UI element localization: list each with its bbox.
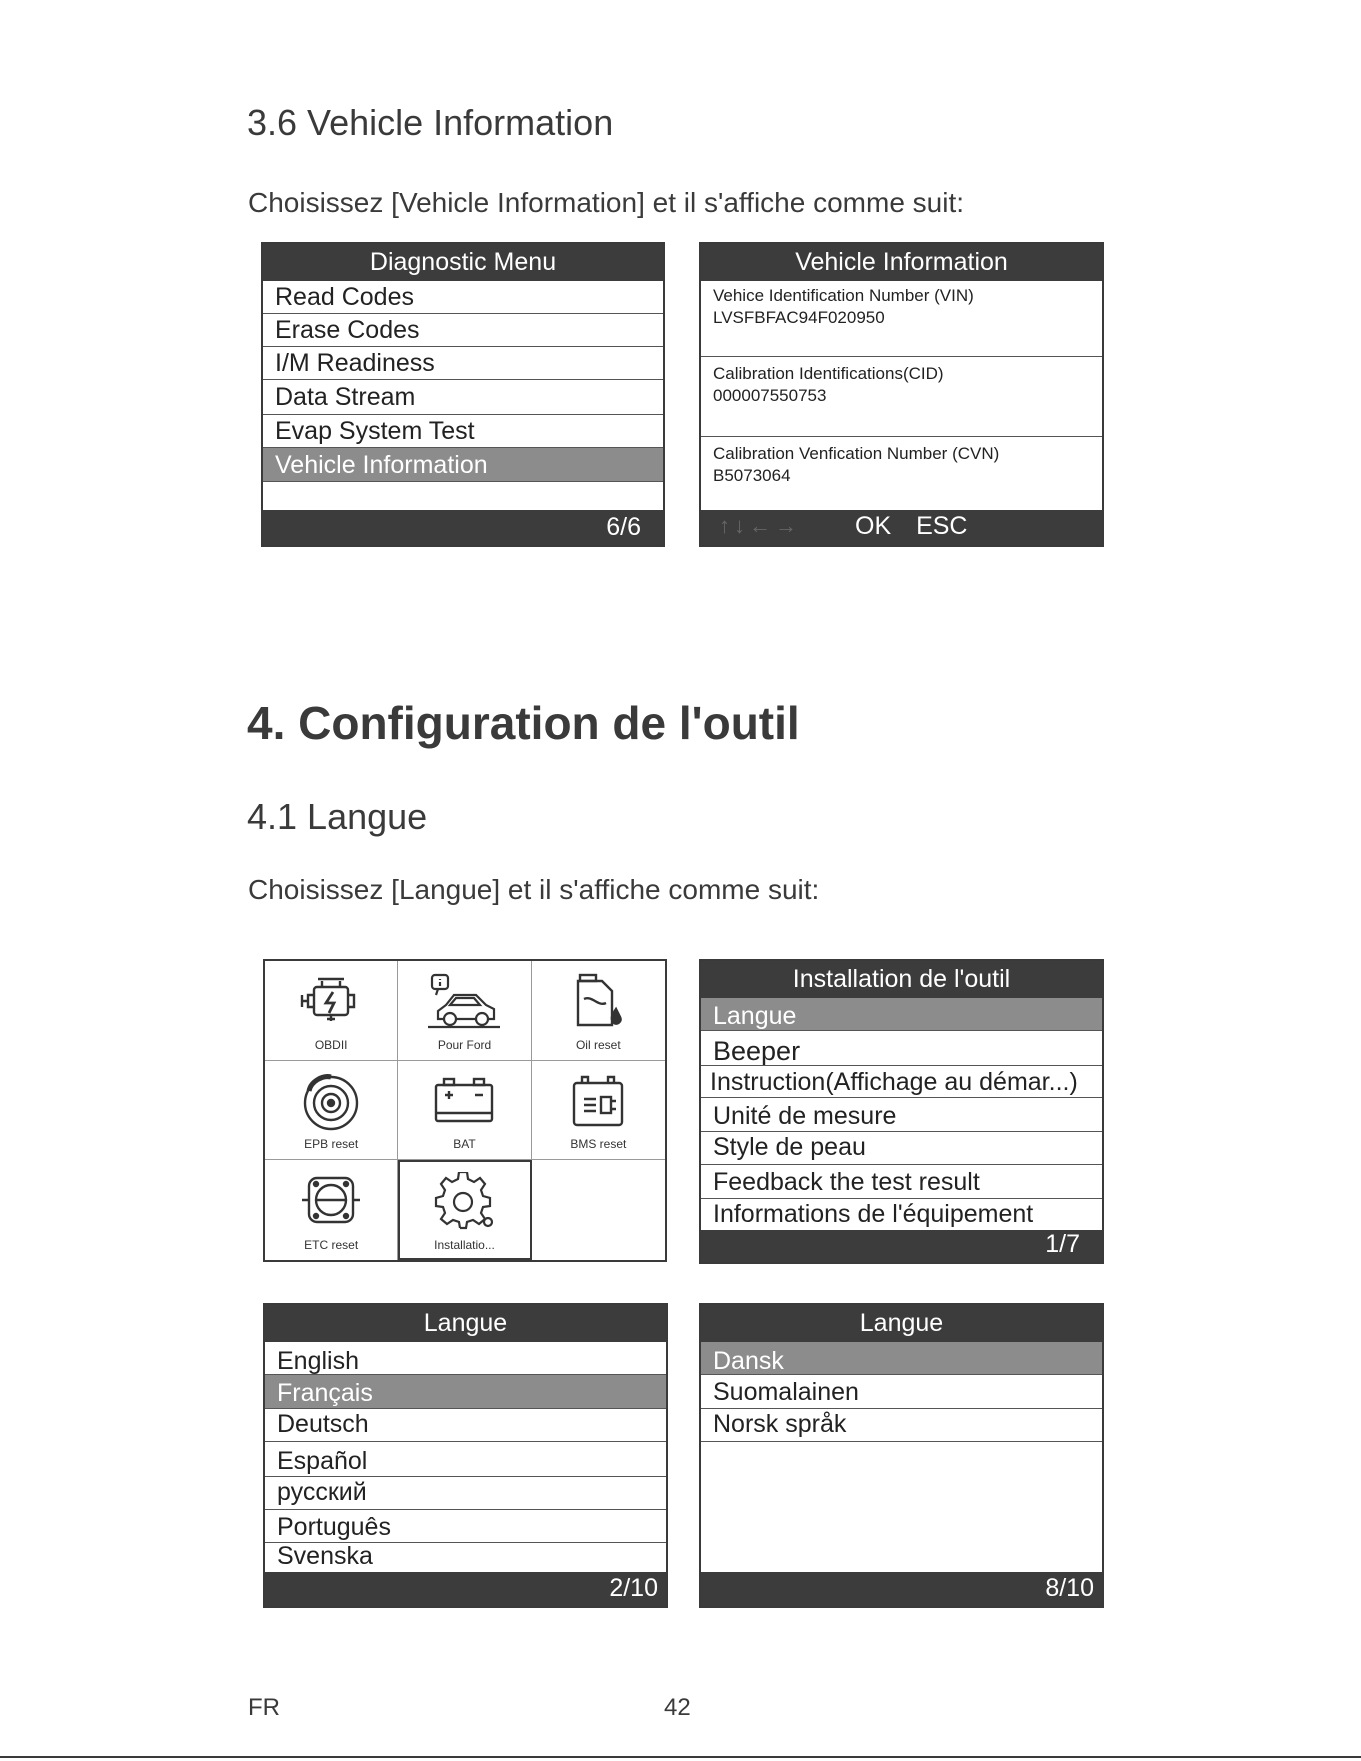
- installation-menu-title: Installation de l'outil: [701, 961, 1102, 998]
- settings-item-style-de-peau[interactable]: Style de peau: [701, 1132, 1102, 1165]
- installation-menu-screen: [699, 959, 1104, 1264]
- vin-label: Vehice Identification Number (VIN): [713, 286, 974, 305]
- grid-label: OBDII: [314, 1037, 348, 1052]
- section-intro-3-6: Choisissez [Vehicle Information] et il s'affiche comme suit:: [248, 187, 965, 218]
- section-heading-4-1: 4.1 Langue: [247, 796, 428, 837]
- language-item-espanol[interactable]: Español: [265, 1442, 666, 1477]
- langue-title: Langue: [701, 1305, 1102, 1342]
- grid-label: EPB reset: [304, 1137, 359, 1152]
- grid-item-installation[interactable]: [398, 1160, 531, 1260]
- section-intro-4-1: Choisissez [Langue] et il s'affiche comme suit:: [248, 874, 820, 905]
- grid-item-empty: [532, 1160, 665, 1260]
- footer-page-number: 42: [664, 1694, 691, 1721]
- menu-item-im-readiness[interactable]: I/M Readiness: [263, 347, 663, 380]
- langue-title: Langue: [265, 1305, 666, 1342]
- language-item-english[interactable]: English: [265, 1342, 666, 1375]
- gear-icon: [433, 1172, 495, 1230]
- language-item-portugues[interactable]: Português: [265, 1510, 666, 1543]
- grid-item-epb-reset[interactable]: [265, 1061, 398, 1161]
- grid-label: ETC reset: [304, 1237, 359, 1252]
- battery-icon: [432, 1073, 496, 1129]
- settings-item-feedback[interactable]: Feedback the test result: [701, 1165, 1102, 1199]
- menu-item-erase-codes[interactable]: Erase Codes: [263, 314, 663, 347]
- grid-label: Oil reset: [575, 1037, 621, 1052]
- language-item-dansk[interactable]: Dansk: [701, 1342, 1102, 1375]
- bms-icon: [568, 1073, 628, 1131]
- diagnostic-menu-footer: [263, 510, 663, 545]
- installation-menu-footer: [701, 1230, 1102, 1262]
- langue-screen-1: [263, 1303, 668, 1608]
- vin-value: LVSFBFAC94F020950: [713, 308, 885, 327]
- arrow-keys-icon: ↑↓←→: [719, 513, 801, 538]
- grid-item-pour-ford[interactable]: [398, 961, 531, 1061]
- vehicle-information-screen: [699, 242, 1104, 547]
- menu-item-read-codes[interactable]: Read Codes: [263, 281, 663, 314]
- langue-footer: [701, 1572, 1102, 1606]
- footer-language: FR: [248, 1694, 280, 1721]
- section-heading-3-6: 3.6 Vehicle Information: [247, 102, 614, 143]
- brake-disc-icon: [301, 1073, 361, 1133]
- settings-item-instruction[interactable]: Instruction(Affichage au démar...): [701, 1066, 1102, 1098]
- grid-item-obdii[interactable]: [265, 961, 398, 1061]
- vin-block: [701, 281, 1102, 357]
- grid-label: Installatio...: [434, 1237, 495, 1252]
- cid-label: Calibration Identifications(CID): [713, 364, 944, 383]
- section-heading-4: 4. Configuration de l'outil: [247, 697, 800, 749]
- car-info-icon: [424, 973, 504, 1033]
- grid-item-bms-reset[interactable]: [532, 1061, 665, 1161]
- esc-button[interactable]: ESC: [916, 512, 968, 540]
- settings-item-beeper[interactable]: Beeper: [701, 1031, 1102, 1066]
- language-item-norsk[interactable]: Norsk språk: [701, 1409, 1102, 1442]
- cid-value: 000007550753: [713, 386, 827, 405]
- engine-icon: [296, 973, 366, 1029]
- settings-item-informations[interactable]: Informations de l'équipement: [713, 1200, 1034, 1228]
- grid-label: Pour Ford: [437, 1037, 492, 1052]
- settings-item-unite-de-mesure[interactable]: Unité de mesure: [701, 1098, 1102, 1132]
- cid-block: [701, 357, 1102, 437]
- cvn-block: [701, 437, 1102, 511]
- menu-item-evap-system-test[interactable]: Evap System Test: [263, 415, 663, 448]
- language-item-svenska[interactable]: Svenska: [277, 1543, 373, 1570]
- grid-label: BAT: [453, 1137, 476, 1152]
- home-icon-grid: [263, 959, 667, 1262]
- vehicle-information-title: Vehicle Information: [701, 244, 1102, 281]
- cvn-value: B5073064: [713, 466, 791, 485]
- language-item-deutsch[interactable]: Deutsch: [265, 1409, 666, 1442]
- grid-label: BMS reset: [570, 1137, 627, 1152]
- vehicle-information-footer: [701, 510, 1102, 545]
- oil-can-icon: [568, 973, 628, 1033]
- settings-item-langue[interactable]: Langue: [701, 998, 1102, 1031]
- page-indicator: 6/6: [606, 513, 641, 541]
- menu-item-data-stream[interactable]: Data Stream: [263, 380, 663, 415]
- ok-button[interactable]: OK: [855, 512, 892, 540]
- footer-rule: [0, 1756, 1361, 1758]
- language-item-russkiy[interactable]: русский: [265, 1477, 666, 1510]
- language-item-suomalainen[interactable]: Suomalainen: [701, 1375, 1102, 1409]
- throttle-icon: [300, 1172, 362, 1230]
- diagnostic-menu-screen: [261, 242, 665, 547]
- page-indicator: 8/10: [1045, 1574, 1094, 1602]
- langue-screen-2: [699, 1303, 1104, 1608]
- langue-footer: [265, 1572, 666, 1606]
- menu-item-vehicle-information[interactable]: Vehicle Information: [263, 448, 663, 482]
- page-indicator: 1/7: [1045, 1230, 1080, 1258]
- grid-item-oil-reset[interactable]: [532, 961, 665, 1061]
- page-indicator: 2/10: [609, 1574, 658, 1602]
- cvn-label: Calibration Venfication Number (CVN): [713, 444, 1000, 463]
- diagnostic-menu-title: Diagnostic Menu: [263, 244, 663, 281]
- grid-item-bat[interactable]: [398, 1061, 531, 1161]
- grid-item-etc-reset[interactable]: [265, 1160, 398, 1260]
- language-item-francais[interactable]: Français: [265, 1375, 666, 1409]
